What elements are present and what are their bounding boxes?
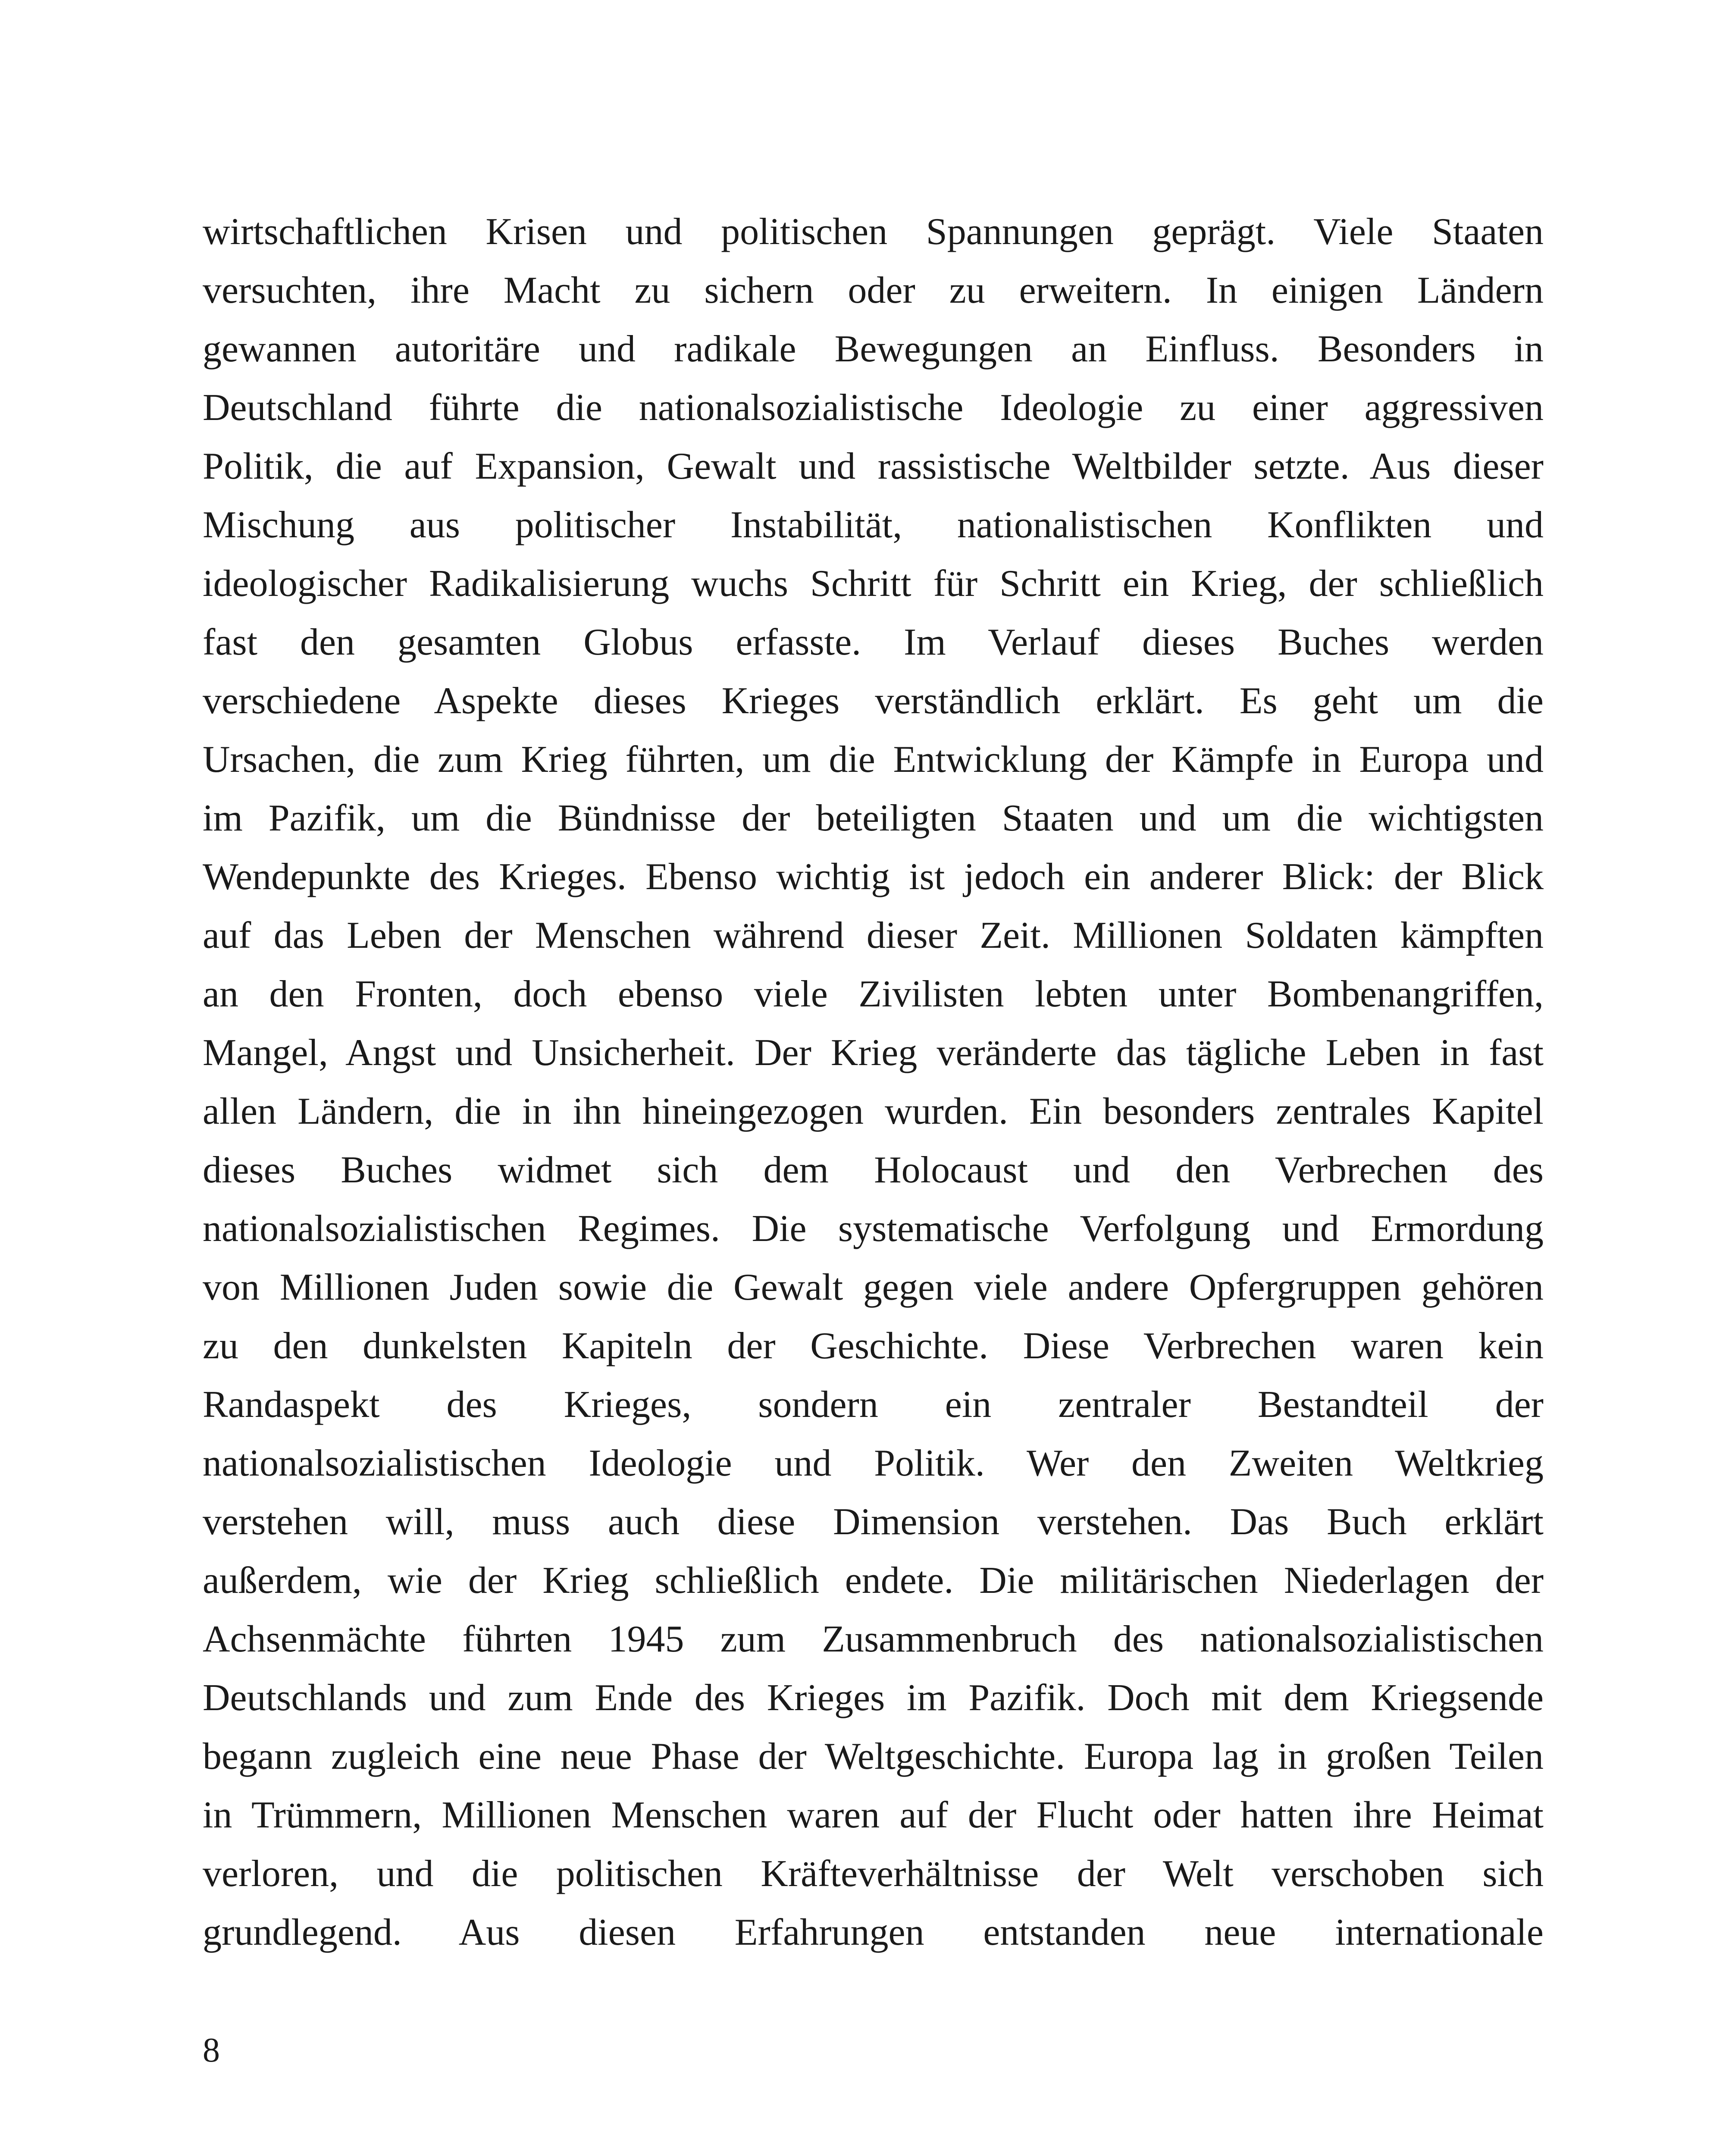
text-line: nationalsozialistischen Regimes. Die systematische Verfolgung und Ermordung bbox=[203, 1208, 1544, 1250]
text-line: außerdem, wie der Krieg schließlich endete. Die militärischen Niederlagen der bbox=[203, 1560, 1544, 1601]
text-line: Mangel, Angst und Unsicherheit. Der Krieg veränderte das tägliche Leben in fast bbox=[203, 1032, 1544, 1074]
body-text bbox=[203, 203, 1544, 1962]
text-line: gewannen autoritäre und radikale Bewegungen an Einfluss. Besonders in bbox=[203, 328, 1544, 370]
text-line: versuchten, ihre Macht zu sichern oder zu erweitern. In einigen Ländern bbox=[203, 270, 1544, 311]
text-line: auf das Leben der Menschen während dieser Zeit. Millionen Soldaten kämpften bbox=[203, 915, 1544, 956]
text-line: Randaspekt des Krieges, sondern ein zentraler Bestandteil der bbox=[203, 1384, 1544, 1426]
text-line: Mischung aus politischer Instabilität, nationalistischen Konflikten und bbox=[203, 504, 1544, 546]
text-line: verloren, und die politischen Kräfteverhältnisse der Welt verschoben sich bbox=[203, 1853, 1544, 1895]
text-line: verstehen will, muss auch diese Dimension verstehen. Das Buch erklärt bbox=[203, 1501, 1544, 1543]
text-line: verschiedene Aspekte dieses Krieges verständlich erklärt. Es geht um die bbox=[203, 680, 1544, 722]
text-line: Deutschland führte die nationalsozialistische Ideologie zu einer aggressiven bbox=[203, 387, 1544, 429]
text-line: zu den dunkelsten Kapiteln der Geschichte. Diese Verbrechen waren kein bbox=[203, 1325, 1544, 1367]
text-line: ideologischer Radikalisierung wuchs Schritt für Schritt ein Krieg, der schließlich bbox=[203, 563, 1544, 605]
text-line: nationalsozialistischen Ideologie und Politik. Wer den Zweiten Weltkrieg bbox=[203, 1442, 1544, 1484]
text-line: in Trümmern, Millionen Menschen waren auf der Flucht oder hatten ihre Heimat bbox=[203, 1794, 1544, 1836]
text-line: fast den gesamten Globus erfasste. Im Verlauf dieses Buches werden bbox=[203, 621, 1544, 663]
text-line: im Pazifik, um die Bündnisse der beteiligten Staaten und um die wichtigsten bbox=[203, 797, 1544, 839]
text-line: Wendepunkte des Krieges. Ebenso wichtig ist jedoch ein anderer Blick: der Blick bbox=[203, 856, 1544, 898]
text-line: an den Fronten, doch ebenso viele Zivilisten lebten unter Bombenangriffen, bbox=[203, 973, 1544, 1015]
text-line: Politik, die auf Expansion, Gewalt und rassistische Weltbilder setzte. Aus dieser bbox=[203, 445, 1544, 487]
text-line: grundlegend. Aus diesen Erfahrungen entstanden neue internationale bbox=[203, 1912, 1544, 1953]
page-number: 8 bbox=[203, 2031, 220, 2069]
text-line: dieses Buches widmet sich dem Holocaust und den Verbrechen des bbox=[203, 1149, 1544, 1191]
text-line: begann zugleich eine neue Phase der Weltgeschichte. Europa lag in großen Teilen bbox=[203, 1736, 1544, 1777]
text-line: allen Ländern, die in ihn hineingezogen wurden. Ein besonders zentrales Kapitel bbox=[203, 1091, 1544, 1132]
text-line: von Millionen Juden sowie die Gewalt gegen viele andere Opfergruppen gehören bbox=[203, 1266, 1544, 1308]
text-line: Achsenmächte führten 1945 zum Zusammenbruch des nationalsozialistischen bbox=[203, 1618, 1544, 1660]
text-line: Deutschlands und zum Ende des Krieges im Pazifik. Doch mit dem Kriegsende bbox=[203, 1677, 1544, 1719]
text-line: wirtschaftlichen Krisen und politischen Spannungen geprägt. Viele Staaten bbox=[203, 211, 1544, 253]
text-line: Ursachen, die zum Krieg führten, um die Entwicklung der Kämpfe in Europa und bbox=[203, 739, 1544, 780]
